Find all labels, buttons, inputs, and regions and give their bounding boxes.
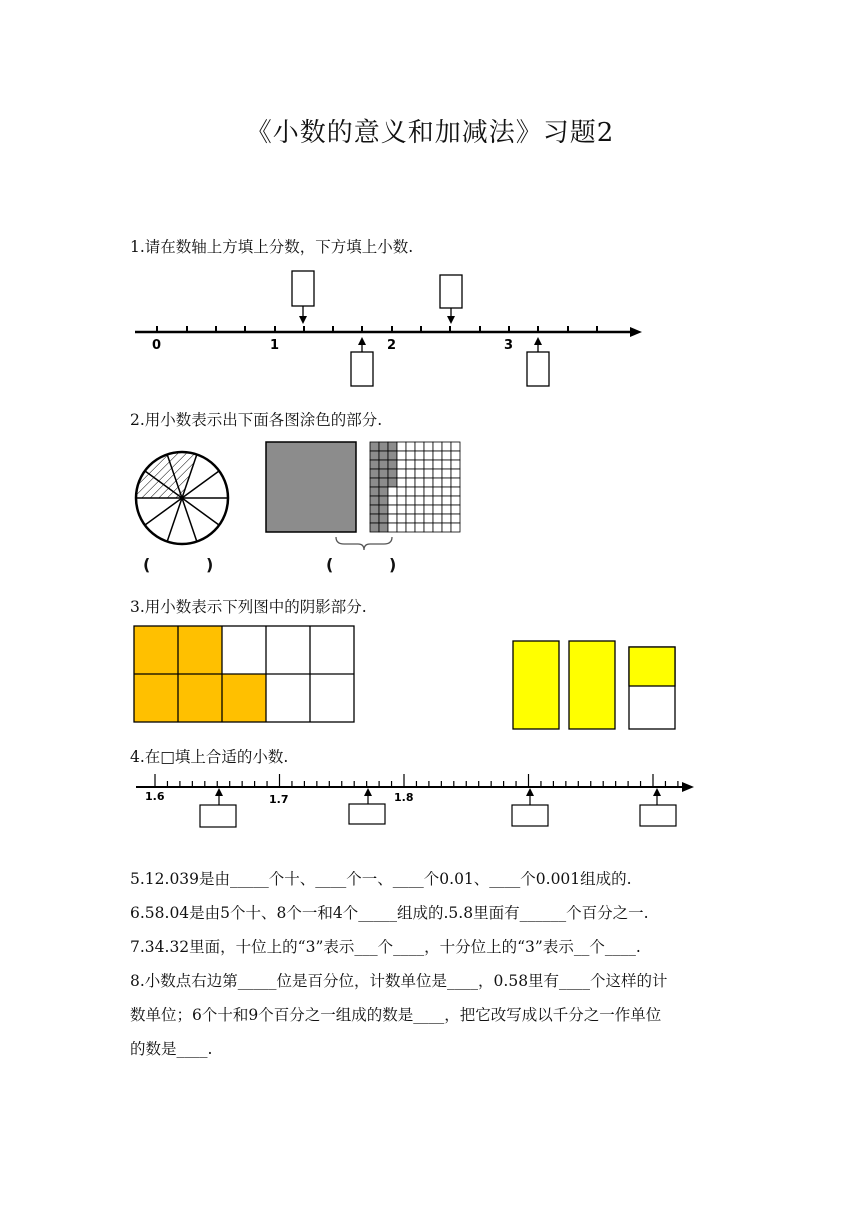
grid-cell — [388, 514, 397, 523]
grid-cell — [388, 460, 397, 469]
grid-cell — [451, 442, 460, 451]
grid-cell — [397, 451, 406, 460]
grid-cell — [424, 523, 433, 532]
grid-cell — [379, 478, 388, 487]
grid-cell — [370, 478, 379, 487]
grid-cell — [379, 469, 388, 478]
grid-cell — [433, 496, 442, 505]
grid-cell — [406, 442, 415, 451]
grid-cell — [406, 460, 415, 469]
grid-cell — [433, 478, 442, 487]
grid-cell — [442, 451, 451, 460]
answer-box-above-2 — [440, 275, 462, 308]
grid-cell — [379, 487, 388, 496]
grid-cell — [406, 451, 415, 460]
grid-cell — [424, 460, 433, 469]
answer-box-1 — [200, 805, 236, 827]
grid-cell — [370, 523, 379, 532]
grid-cell — [415, 487, 424, 496]
grid-cell — [388, 487, 397, 496]
axis-label-1: 1 — [270, 338, 280, 353]
grid-cell — [397, 460, 406, 469]
grid-cell — [433, 451, 442, 460]
number-line-2 — [130, 772, 700, 832]
question-8-line-3: 的数是____. — [130, 1040, 213, 1058]
grid-cell — [451, 451, 460, 460]
grid-cell — [415, 478, 424, 487]
grid-cell — [451, 478, 460, 487]
grid-cell — [406, 514, 415, 523]
grid-cell — [388, 505, 397, 514]
grid-cell — [433, 469, 442, 478]
grid-cell — [370, 442, 379, 451]
grid-cell — [397, 487, 406, 496]
grid-cell — [451, 487, 460, 496]
grid-cell — [406, 478, 415, 487]
number-line-1 — [130, 265, 650, 390]
grid-cell — [388, 451, 397, 460]
grid-cell — [451, 514, 460, 523]
grid-cell — [388, 442, 397, 451]
shaded-circle-figure — [130, 450, 240, 550]
grid-cell — [388, 523, 397, 532]
grid-cell — [397, 469, 406, 478]
grid-cell — [433, 487, 442, 496]
grid-cell — [442, 523, 451, 532]
grid-cell — [433, 505, 442, 514]
grid-cell — [379, 442, 388, 451]
grid-cell — [415, 469, 424, 478]
grid-cell — [442, 469, 451, 478]
grid-cell — [451, 469, 460, 478]
grid-cell — [442, 487, 451, 496]
axis-label-0: 0 — [152, 338, 162, 353]
grid-cell — [433, 460, 442, 469]
grid-cell — [379, 523, 388, 532]
answer-box-below-1 — [351, 352, 373, 386]
grid-cell — [406, 487, 415, 496]
orange-rectangle-grid — [133, 625, 357, 725]
grid-cell — [424, 442, 433, 451]
question-1-text: 1.请在数轴上方填上分数，下方填上小数. — [130, 238, 414, 256]
grid-cell — [415, 505, 424, 514]
grid-cell — [451, 496, 460, 505]
grid-cell — [433, 442, 442, 451]
grid-cell — [370, 469, 379, 478]
shaded-square — [266, 442, 356, 532]
answer-paren-right: ( ) — [326, 555, 397, 574]
question-2-text: 2.用小数表示出下面各图涂色的部分. — [130, 411, 383, 429]
grid-cell — [388, 469, 397, 478]
grid-cell — [379, 496, 388, 505]
grid-cell — [397, 505, 406, 514]
grid-cell — [397, 523, 406, 532]
question-6-text: 6.58.04是由5个十、8个一和4个_____组成的.5.8里面有______个百分之一. — [130, 904, 649, 922]
grid-cell — [370, 514, 379, 523]
grid-cell — [451, 460, 460, 469]
square-and-grid-figure — [264, 440, 464, 552]
grid-cell — [433, 514, 442, 523]
grid-cell — [424, 469, 433, 478]
axis-label-2: 2 — [387, 338, 397, 353]
grid-cell — [379, 514, 388, 523]
grid-cell — [370, 451, 379, 460]
grid-cell — [424, 487, 433, 496]
answer-box-3 — [512, 805, 548, 826]
grid-cell — [379, 505, 388, 514]
grid-cell — [388, 478, 397, 487]
grid-cell — [406, 469, 415, 478]
grid-cell — [397, 496, 406, 505]
grid-cell — [388, 496, 397, 505]
grid-cell — [370, 460, 379, 469]
answer-box-above-1 — [292, 271, 314, 306]
answer-box-2 — [349, 804, 385, 824]
axis-label-3: 3 — [504, 338, 514, 353]
grid-cell — [397, 478, 406, 487]
grid-cell — [370, 496, 379, 505]
axis-label-1-7: 1.7 — [269, 793, 289, 806]
grid-cell — [415, 496, 424, 505]
question-4-text: 4.在□填上合适的小数. — [130, 748, 289, 766]
grid-cell — [406, 496, 415, 505]
grid-cell — [406, 505, 415, 514]
grid-cell — [442, 505, 451, 514]
grid-cell — [415, 442, 424, 451]
page-title: 《小数的意义和加减法》习题2 — [245, 118, 615, 148]
grid-cell — [442, 460, 451, 469]
grid-cell — [415, 451, 424, 460]
grid-cell — [451, 523, 460, 532]
grid-cell — [406, 523, 415, 532]
grid-cell — [415, 523, 424, 532]
question-8-line-2: 数单位；6个十和9个百分之一组成的数是____，把它改写成以千分之一作单位 — [130, 1006, 662, 1024]
grid-cell — [415, 514, 424, 523]
grouping-brace — [336, 537, 392, 550]
grid-cell — [424, 451, 433, 460]
grid-cell — [370, 487, 379, 496]
question-5-text: 5.12.039是由_____个十、____个一、____个0.01、____个0.001组成的. — [130, 870, 632, 888]
grid-cell — [451, 505, 460, 514]
axis-label-1-8: 1.8 — [394, 791, 414, 804]
grid-cell — [415, 460, 424, 469]
grid-cell — [379, 451, 388, 460]
question-3-text: 3.用小数表示下列图中的阴影部分. — [130, 598, 367, 616]
question-7-text: 7.34.32里面，十位上的“3”表示___个____，十分位上的“3”表示__个____. — [130, 938, 641, 956]
grid-cell — [442, 478, 451, 487]
grid-cell — [397, 514, 406, 523]
grid-cell — [424, 505, 433, 514]
grid-cell — [397, 442, 406, 451]
grid-cell — [379, 460, 388, 469]
answer-paren-left: ( ) — [143, 555, 214, 574]
question-8-line-1: 8.小数点右边第_____位是百分位，计数单位是____，0.58里有____个这样的计 — [130, 972, 668, 990]
answer-box-below-2 — [527, 352, 549, 386]
grid-cell — [442, 442, 451, 451]
grid-cell — [442, 496, 451, 505]
yellow-bars-figure — [512, 640, 680, 732]
grid-cell — [442, 514, 451, 523]
answer-box-4 — [640, 805, 676, 826]
axis-label-1-6: 1.6 — [145, 790, 165, 803]
grid-cell — [433, 523, 442, 532]
grid-cell — [370, 505, 379, 514]
grid-cell — [424, 496, 433, 505]
grid-cell — [424, 514, 433, 523]
hundred-grid — [370, 442, 460, 532]
grid-cell — [424, 478, 433, 487]
